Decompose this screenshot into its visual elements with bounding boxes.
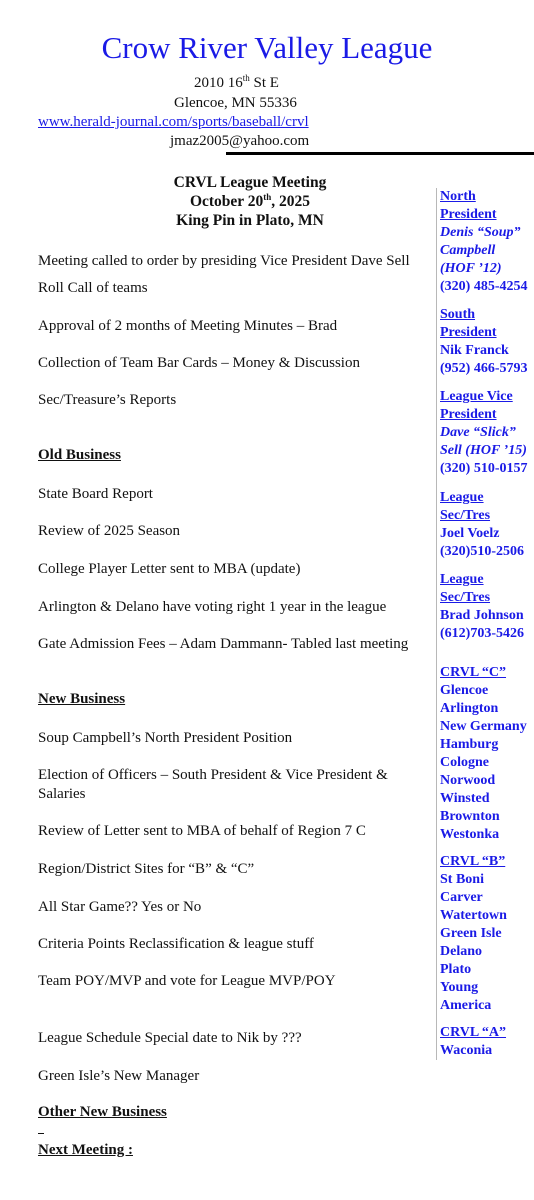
old-business-item: State Board Report (38, 486, 153, 502)
old-business-header: Old Business (38, 447, 121, 463)
address-city: Glencoe, MN 55336 (174, 95, 297, 111)
address-street: 2010 16th St E (194, 73, 279, 91)
agenda-item: Collection of Team Bar Cards – Money & Discussion (38, 355, 360, 371)
meeting-date: October 20th, 2025 (189, 191, 311, 210)
officer-south-president: South President Nik Franck (952) 466-5793 (440, 307, 528, 376)
new-business-item: Green Isle’s New Manager (38, 1068, 200, 1084)
new-business-item: Election of Officers – South President & Vice President & (38, 767, 388, 783)
contact-email: jmaz2005@yahoo.com (170, 133, 310, 149)
other-new-business-header: Other New Business (38, 1104, 167, 1120)
class-a-teams: CRVL “A” Waconia (440, 1025, 507, 1058)
class-c-teams: CRVL “C” Glencoe Arlington New Germany Hamburg Cologne Norwood Winsted Brownton Westonka (440, 665, 527, 842)
next-meeting-header: Next Meeting : (38, 1142, 133, 1158)
league-title: Crow River Valley League (101, 30, 433, 65)
agenda-item: Sec/Treasure’s Reports (38, 392, 177, 408)
blank-line-marker (38, 1133, 44, 1134)
old-business-item: Gate Admission Fees – Adam Dammann- Tabled last meeting (38, 636, 409, 652)
header-rule (226, 152, 534, 155)
new-business-item: Region/District Sites for “B” & “C” (38, 861, 255, 877)
agenda-item: Meeting called to order by presiding Vice President Dave Sell (38, 253, 410, 269)
new-business-item: Salaries (38, 786, 86, 802)
new-business-item: All Star Game?? Yes or No (38, 899, 202, 915)
meeting-heading (130, 173, 370, 230)
agenda-item: Roll Call of teams (38, 280, 148, 296)
old-business-item: College Player Letter sent to MBA (update) (38, 561, 301, 577)
old-business-item: Review of 2025 Season (38, 523, 181, 539)
sidebar-divider (436, 188, 437, 1060)
old-business-item: Arlington & Delano have voting right 1 year in the league (38, 599, 387, 615)
new-business-item: Review of Letter sent to MBA of behalf of Region 7 C (38, 823, 366, 839)
officer-north-president: North President Denis “Soup” Campbell (HOF ’12) (320) 485-4254 (440, 189, 528, 294)
officer-vice-president: League Vice President Dave “Slick” Sell (HOF ’15) (320) 510-0157 (440, 389, 528, 476)
website-link[interactable]: www.herald-journal.com/sports/baseball/crvl (38, 114, 309, 130)
class-b-teams: CRVL “B” St Boni Carver Watertown Green Isle Delano Plato Young America (440, 854, 507, 1013)
new-business-header: New Business (38, 691, 126, 707)
officer-sec-tres-1: League Sec/Tres Joel Voelz (320)510-2506 (440, 490, 524, 559)
new-business-item: Criteria Points Reclassification & league stuff (38, 936, 314, 952)
new-business-item: Soup Campbell’s North President Position (38, 730, 293, 746)
agenda-item: Approval of 2 months of Meeting Minutes – Brad (38, 318, 338, 334)
meeting-location: King Pin in Plato, MN (176, 212, 324, 229)
new-business-item: League Schedule Special date to Nik by ??? (38, 1030, 302, 1046)
officer-sec-tres-2: League Sec/Tres Brad Johnson (612)703-5426 (440, 572, 524, 641)
meeting-name: CRVL League Meeting (173, 174, 327, 191)
new-business-item: Team POY/MVP and vote for League MVP/POY (38, 973, 336, 989)
